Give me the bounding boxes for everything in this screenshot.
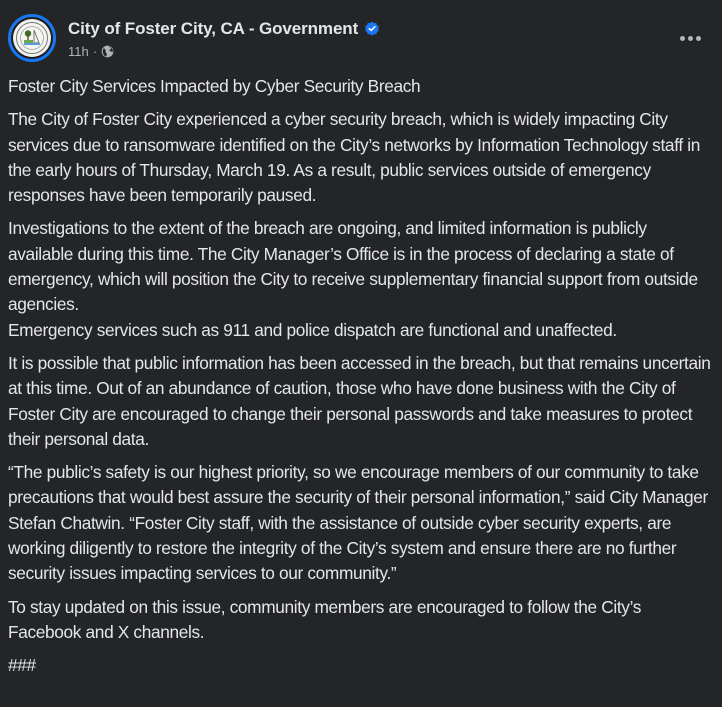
timestamp-link[interactable]: 11h (68, 43, 89, 59)
post-header (8, 14, 380, 62)
more-horizontal-icon (696, 36, 701, 41)
more-horizontal-icon (680, 36, 685, 41)
post-paragraph: Emergency services such as 911 and police dispatch are functional and unaffected. (8, 319, 617, 340)
post-body (8, 74, 714, 687)
post-paragraph: The City of Foster City experienced a cyber security breach, which is widely impacting City services due to ransomware identified on the City’s networks by Information Technology staff in the early hours of Thursday, March 19. As a result, public services outside of emergency responses have been temporarily paused. (8, 109, 700, 206)
post-end-marker: ### (8, 655, 36, 676)
page-name-link[interactable]: City of Foster City, CA - Government (68, 18, 359, 38)
more-horizontal-icon (688, 36, 693, 41)
post-subline (68, 44, 380, 59)
post-paragraph: Investigations to the extent of the breach are ongoing, and limited information is publicly available during this time. The City Manager’s Office is in the process of declaring a state of emergency, which will position the City to receive supplementary financial support from outside agencies. (8, 218, 698, 315)
more-options-button[interactable] (672, 24, 708, 52)
post-meta (68, 18, 380, 59)
post-paragraph: It is possible that public information has been accessed in the breach, but that remains uncertain at this time. Out of an abundance of caution, those who have done business with the City of Foster City are encouraged to change their personal passwords and take measures to protect their personal data. (8, 352, 711, 449)
author-row (68, 18, 380, 40)
avatar[interactable] (8, 14, 56, 62)
post-paragraph: To stay updated on this issue, community members are encouraged to follow the City’s Facebook and X channels. (8, 596, 642, 642)
post-quote-paragraph: “The public’s safety is our highest priority, so we encourage members of our community to take precautions that would best assure the security of their personal information,” said City Manager Stefan Chatwin. “Foster City staff, with the assistance of outside cyber security experts, are working diligently to restore the integrity of the City’s system and ensure there are no further security issues impacting services to our community.” (8, 462, 708, 584)
globe-icon[interactable] (101, 45, 114, 58)
city-seal-icon (13, 19, 51, 57)
separator: · (92, 43, 98, 59)
verified-badge-icon (364, 21, 380, 37)
post-headline: Foster City Services Impacted by Cyber Security Breach (8, 76, 421, 96)
